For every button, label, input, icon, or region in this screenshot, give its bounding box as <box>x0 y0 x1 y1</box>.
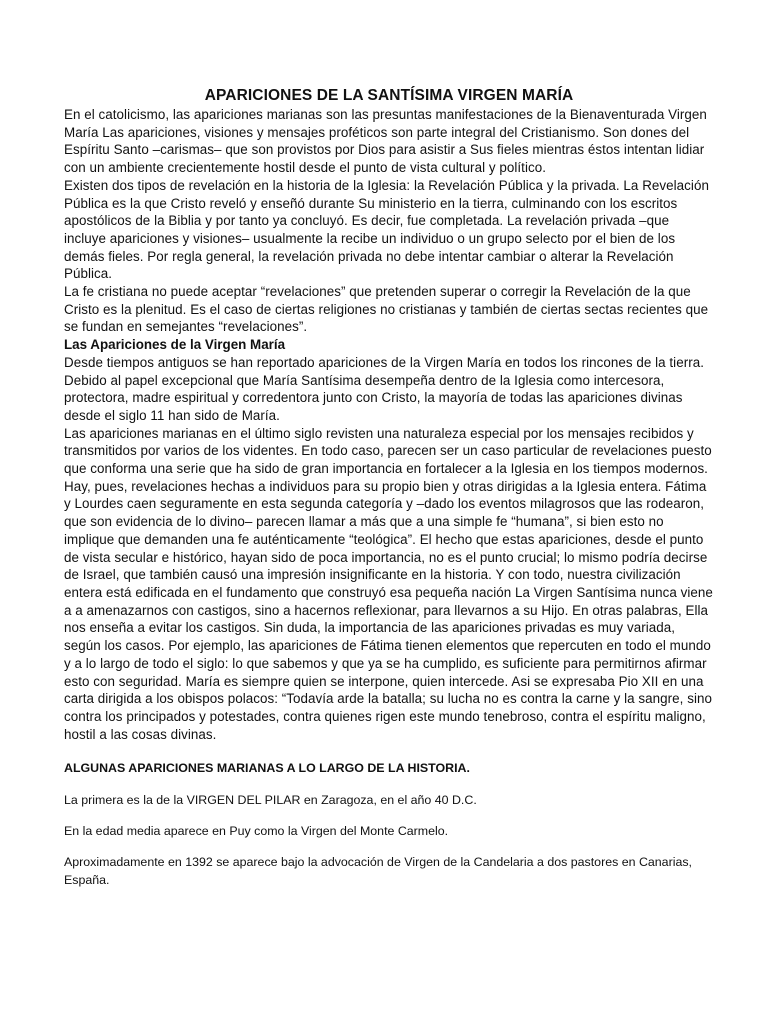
paragraph-ancient-apparitions: Desde tiempos antiguos se han reportado apariciones de la Virgen María en todos los rincones de la tierra. Debido al papel excepcional que María Santísima desempeña dentro de la Iglesia como intercesora, protectora, madre espiritual y corredentora junto con Cristo, la mayoría de todas las apariciones divinas desde el siglo 11 han sido de María. <box>64 354 704 423</box>
document-title: APARICIONES DE LA SANTÍSIMA VIRGEN MARÍA <box>204 87 574 104</box>
paragraph-intro: En el catolicismo, las apariciones marianas son las presuntas manifestaciones de la Bienaventurada Virgen María Las apariciones, visiones y mensajes proféticos son parte integral del Cristianismo. Son dones del Espíritu Santo –carismas– que son provistos por Dios para asistir a Sus fieles mientras éstos intentan lidiar con un ambiente crecientemente hostil desde el punto de vista cultural y político. <box>64 107 707 176</box>
list-item: Aproximadamente en 1392 se aparece bajo la advocación de Virgen de la Candelaria a dos pastores en Canarias, España. <box>64 855 692 888</box>
paragraph-last-century: Las apariciones marianas en el último siglo revisten una naturaleza especial por los mensajes recibidos y transmitidos por varios de los videntes. En todo caso, parecen ser un caso particular de revelaciones puesto que conforma una serie que ha sido de gran importancia en fortalecer a la Iglesia en los tiempos modernos. <box>64 425 712 477</box>
paragraph-revelations-individuals: Hay, pues, revelaciones hechas a individuos para su propio bien y otras dirigidas a la Iglesia entera. Fátima y Lourdes caen seguramente en esta segunda categoría y –dado los eventos milagrosos que las rodearon, que son evidencia de lo divino– parecen llamar a más que a una simple fe “humana”, si bien esto no implique que demanden una fe auténticamente “teológica”. El hecho que estas apariciones, desde el punto de vista secular e histórico, hayan sido de poca importancia, no es el punto crucial; lo mismo podría decirse de Israel, que también causó una impresión insignificante en la historia. Y con todo, nuestra civilización entera está edificada en el fundamento que construyó esa pequeña nación La Virgen Santísima nunca viene a a amenazarnos con castigos, sino a hacernos reflexionar, para llevarnos a su Hijo. En otras palabras, Ella nos enseña a evitar los castigos. Sin duda, la importancia de las apariciones privadas es muy variada, según los casos. Por ejemplo, las apariciones de Fátima tienen elementos que repercuten en todo el mundo y a lo largo de todo el siglo: lo que sabemos y que ya se ha cumplido, es suficiente para permitirnos afirmar esto con seguridad. María es siempre quien se interpone, quien intercede. Asi se expresaba Pio XII en una carta dirigida a los obispos polacos: “Todavía arde la batalla; su lucha no es contra la carne y la sangre, sino contra los principados y potestades, contra quienes rigen este mundo tenebroso, contra el espíritu maligno, hostil a las cosas divinas. <box>64 478 713 742</box>
list-item: La primera es la de la VIRGEN DEL PILAR en Zaragoza, en el año 40 D.C. <box>64 793 477 808</box>
paragraph-christian-faith: La fe cristiana no puede aceptar “revelaciones” que pretenden superar o corregir la Revelación de la que Cristo es la plenitud. Es el caso de ciertas religiones no cristianas y también de ciertas sectas recientes que se fundan en semejantes “revelaciones”. <box>64 284 709 335</box>
section-subheading: Las Apariciones de la Virgen María <box>64 337 286 353</box>
apparitions-list <box>64 760 714 889</box>
list-item: En la edad media aparece en Puy como la Virgen del Monte Carmelo. <box>64 824 449 839</box>
document-page <box>64 86 714 902</box>
paragraph-revelation-types: Existen dos tipos de revelación en la historia de la Iglesia: la Revelación Pública y la privada. La Revelación Pública es la que Cristo reveló y enseñó durante Su ministerio en la tierra, culminando con los escritos apostólicos de la Biblia y por tanto ya concluyó. Es decir, fue completada. La revelación privada –que incluye apariciones y visiones– usualmente la recibe un individuo o un grupo selecto por el bien de los demás fieles. Por regla general, la revelación privada no debe intentar cambiar o alterar la Revelación Pública. <box>64 177 709 282</box>
list-heading: ALGUNAS APARICIONES MARIANAS A LO LARGO DE LA HISTORIA. <box>64 761 470 776</box>
